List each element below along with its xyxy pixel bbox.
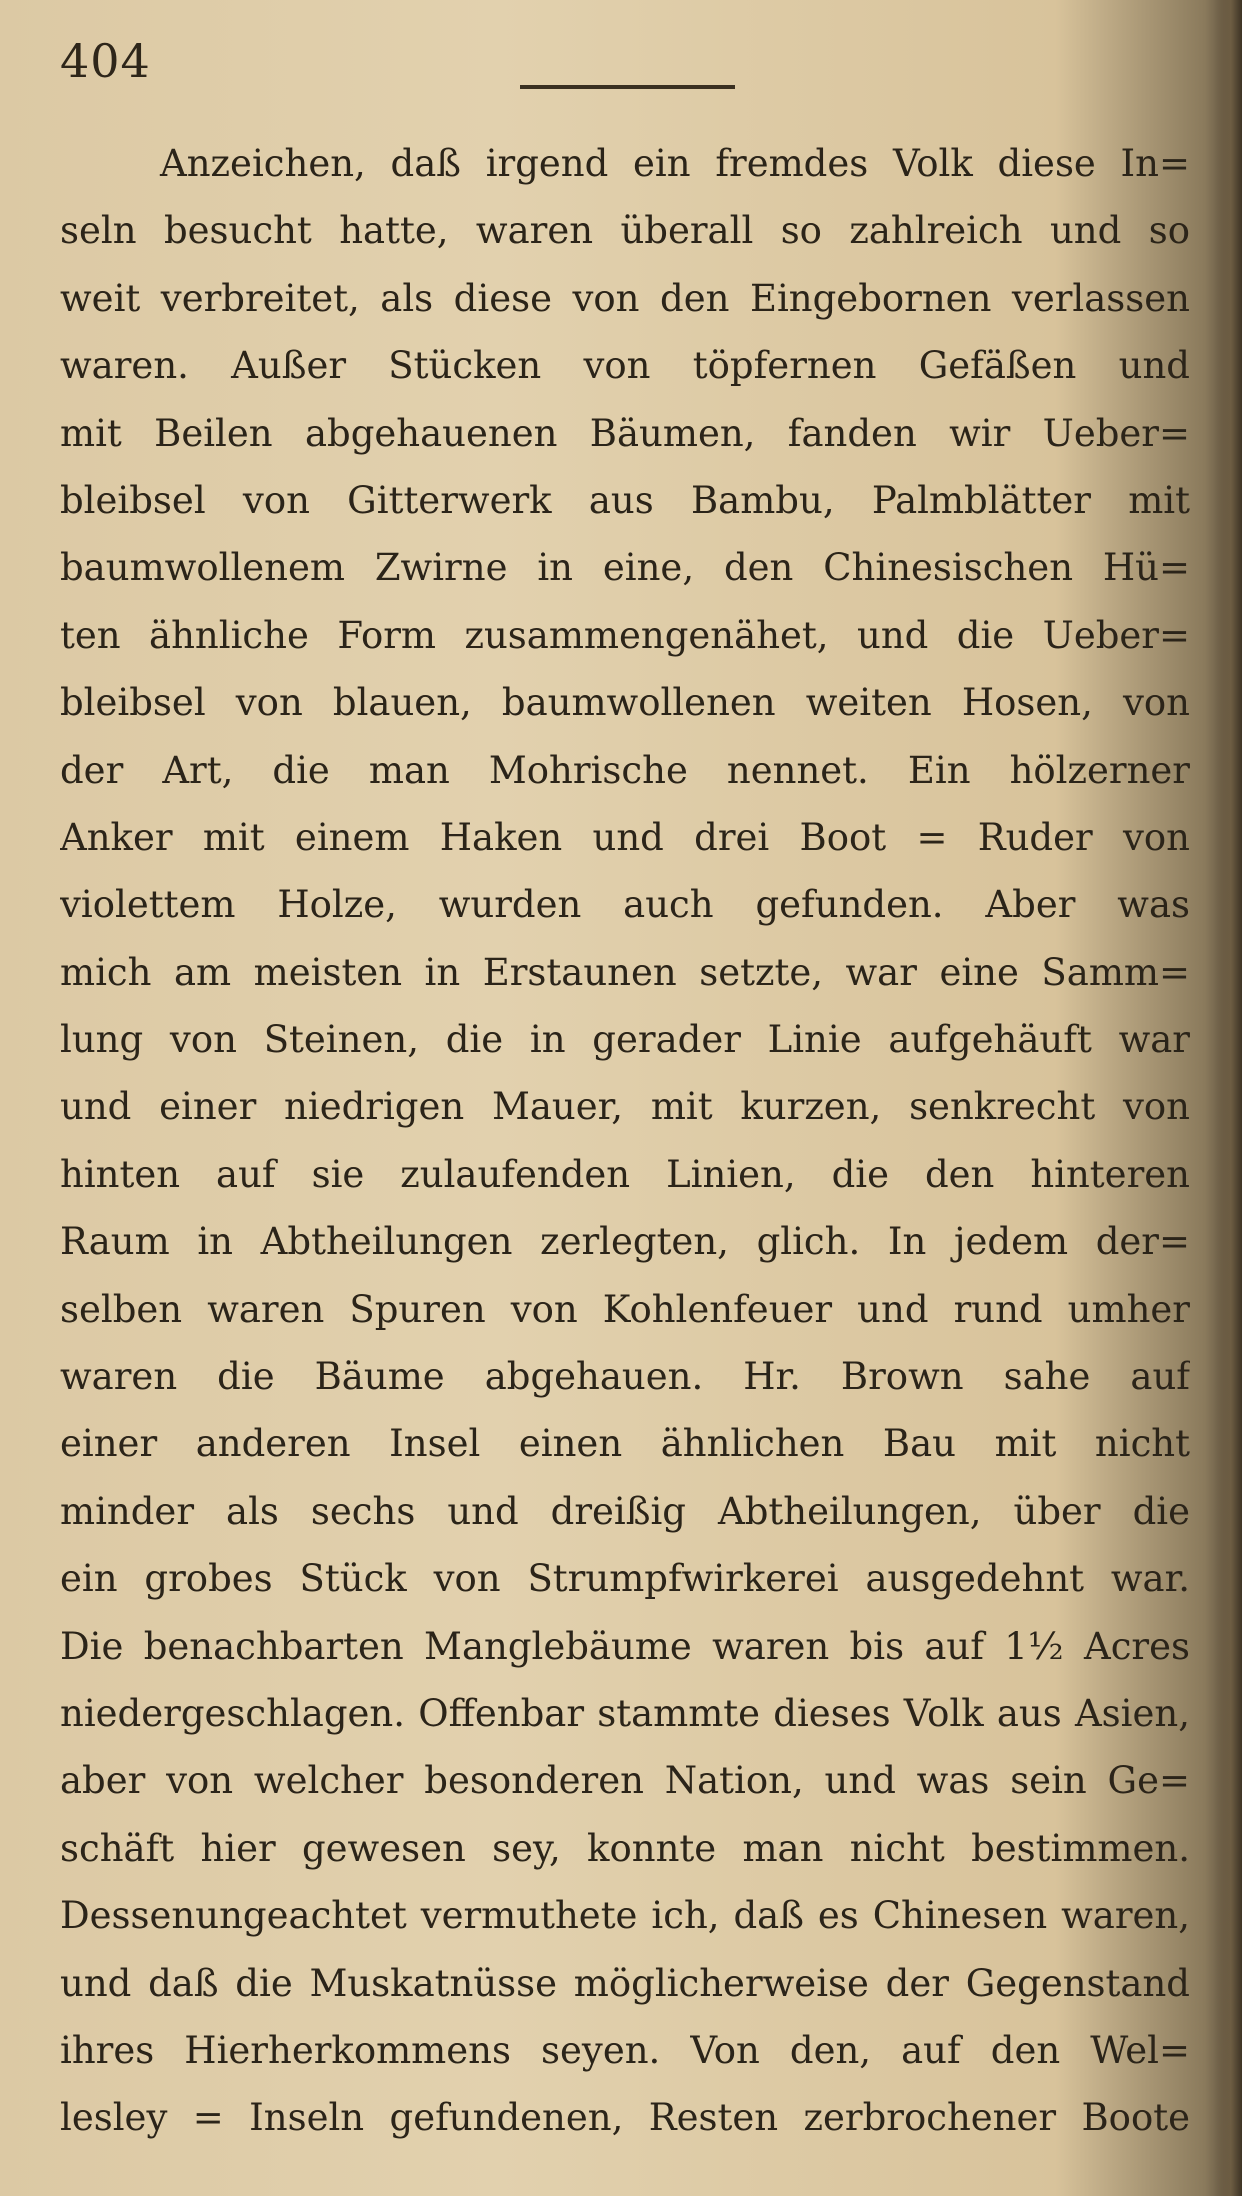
text-line: waren. Außer Stücken von töpfernen Gefäßen und [60,344,1190,388]
body-text [60,130,1190,2152]
text-line: Raum in Abtheilungen zerlegten, glich. In jedem der= [60,1220,1190,1264]
text-line: waren die Bäume abgehauen. Hr. Brown sahe auf [60,1355,1190,1399]
text-line: mit Beilen abgehauenen Bäumen, fanden wir Ueber= [60,411,1190,455]
text-line: aber von welcher besonderen Nation, und was sein Ge= [60,1759,1190,1803]
page-header [60,30,1190,110]
text-line: ein grobes Stück von Strumpfwirkerei ausgedehnt war. [60,1557,1190,1601]
header-rule [520,85,735,89]
page-edge-shadow [1214,0,1242,2196]
text-line: und daß die Muskatnüsse möglicherweise der Gegenstand [60,1961,1190,2005]
text-line: lung von Steinen, die in gerader Linie aufgehäuft war [60,1018,1190,1062]
text-line: bleibsel von Gitterwerk aus Bambu, Palmblätter mit [60,478,1190,522]
text-line: bleibsel von blauen, baumwollenen weiten Hosen, von [60,681,1190,725]
text-line: baumwollenem Zwirne in eine, den Chinesischen Hü= [60,546,1190,590]
text-line: und einer niedrigen Mauer, mit kurzen, senkrecht von [60,1085,1190,1129]
page-number: 404 [60,34,151,88]
text-line: niedergeschlagen. Offenbar stammte dieses Volk aus Asien, [60,1691,1190,1735]
text-line: minder als sechs und dreißig Abtheilungen, über die [60,1489,1190,1533]
text-line: selben waren Spuren von Kohlenfeuer und rund umher [60,1287,1190,1331]
text-line: Anzeichen, daß irgend ein fremdes Volk diese In= [160,142,1190,185]
text-line: hinten auf sie zulaufenden Linien, die den hinteren [60,1152,1190,1196]
text-line: seln besucht hatte, waren überall so zahlreich und so [60,209,1190,253]
text-line: Die benachbarten Manglebäume waren bis auf 1½ Acres [60,1624,1190,1668]
text-line: ihres Hierherkommens seyen. Von den, auf den Wel= [60,2028,1190,2072]
text-line: Dessenungeachtet vermuthete ich, daß es Chinesen waren, [60,1894,1190,1938]
text-line: mich am meisten in Erstaunen setzte, war eine Samm= [60,950,1190,994]
text-line: einer anderen Insel einen ähnlichen Bau mit nicht [60,1422,1190,1466]
text-line: Anker mit einem Haken und drei Boot = Ruder von [60,815,1190,859]
text-line: weit verbreitet, als diese von den Eingebornen verlassen [60,276,1190,320]
text-line: lesley = Inseln gefundenen, Resten zerbrochener Boote [60,2096,1190,2140]
text-line: schäft hier gewesen sey, konnte man nicht bestimmen. [60,1826,1190,1870]
text-line: der Art, die man Mohrische nennet. Ein hölzerner [60,748,1190,792]
text-line: ten ähnliche Form zusammengenähet, und die Ueber= [60,613,1190,657]
text-line: violettem Holze, wurden auch gefunden. Aber was [60,883,1190,927]
